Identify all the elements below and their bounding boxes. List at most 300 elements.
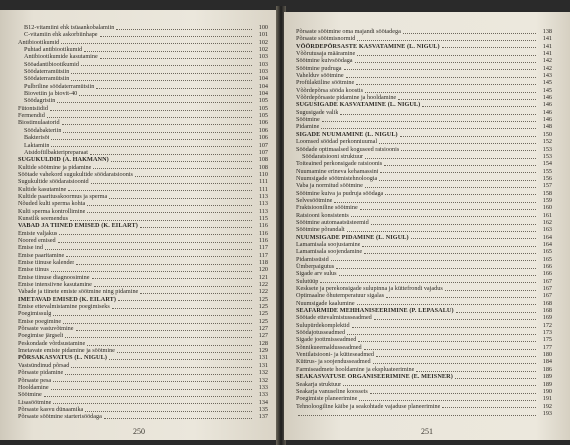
toc-entry-page: 146 <box>542 116 552 124</box>
dot-leader <box>344 68 536 70</box>
toc-entry-page: 193 <box>542 409 552 417</box>
toc-entry <box>296 72 552 79</box>
toc-entry-page: 159 <box>542 196 552 204</box>
dot-leader <box>51 270 252 272</box>
toc-entry <box>18 24 268 31</box>
left-toc-list <box>18 24 268 421</box>
toc-entry <box>18 318 268 325</box>
dot-leader <box>384 164 536 166</box>
dot-leader <box>87 211 252 213</box>
toc-entry <box>296 278 552 285</box>
dot-leader <box>91 182 252 184</box>
dot-leader <box>365 157 536 159</box>
toc-entry-title: Vabade ja tiinete emiste söötmine ning pidamine <box>18 288 139 296</box>
dot-leader <box>321 127 536 129</box>
toc-entry-title: B12-vitamiini ehk tsüaankobalamiin <box>24 24 115 31</box>
toc-entry-title: Imetavate emiste pidamine ja söötmine <box>18 347 115 355</box>
toc-entry-title: Söödabakteriin <box>24 126 62 134</box>
toc-entry <box>18 296 268 303</box>
toc-entry <box>18 75 268 82</box>
toc-entry <box>18 325 268 332</box>
toc-entry-title: Fütontsiidid <box>18 104 48 112</box>
toc-entry <box>296 116 552 123</box>
toc-entry <box>18 200 268 207</box>
toc-entry-title: Söötmine põrandalt <box>296 226 345 234</box>
toc-entry-page: 164 <box>542 240 552 248</box>
right-page-number: 251 <box>421 427 433 436</box>
toc-entry-page: 133 <box>258 391 268 399</box>
toc-entry-page: 105 <box>258 104 268 112</box>
dot-leader <box>100 57 252 59</box>
toc-entry-title: Kunstlik seemendus <box>18 214 69 222</box>
toc-entry-title: Söötade vahekord sugukultide söödaratsioonis <box>18 170 133 178</box>
dot-leader <box>357 303 536 305</box>
toc-entry <box>296 146 552 153</box>
toc-entry <box>18 31 268 38</box>
dot-leader <box>118 299 252 301</box>
toc-entry-page: 186 <box>542 365 552 373</box>
toc-entry-page: 122 <box>258 281 268 289</box>
toc-entry-page: 102 <box>258 38 268 46</box>
dot-leader <box>455 377 536 379</box>
left-page <box>0 10 278 440</box>
dot-leader <box>53 402 252 404</box>
toc-entry-page: 137 <box>258 413 268 421</box>
toc-entry-title: Söötmine automaatsüsteemid <box>296 218 369 226</box>
toc-entry-page: 125 <box>258 310 268 318</box>
toc-entry-title: Nõuded kulti sperma kohta <box>18 200 86 208</box>
toc-entry <box>18 354 268 361</box>
dot-leader <box>398 98 536 100</box>
dot-leader <box>322 120 536 122</box>
toc-entry <box>18 90 268 97</box>
toc-entry <box>296 50 552 57</box>
dot-leader <box>347 333 536 335</box>
toc-entry-title: Emise tiinus <box>18 266 49 274</box>
toc-entry <box>296 403 552 410</box>
toc-entry <box>18 259 268 266</box>
dot-leader <box>351 215 536 217</box>
dot-leader <box>411 237 536 239</box>
toc-entry-title: Emise ind <box>18 244 43 252</box>
toc-entry-page: 132 <box>258 376 268 384</box>
toc-entry-page: 168 <box>542 299 552 307</box>
toc-entry-title: Söötmine <box>18 391 42 399</box>
toc-entry-page: 163 <box>542 226 552 234</box>
dot-leader <box>57 101 252 103</box>
dot-leader <box>96 87 252 89</box>
dot-leader <box>109 358 252 360</box>
toc-entry-title: Toiteained perkonsigade ratsioonis <box>296 160 383 168</box>
dot-leader <box>63 322 252 324</box>
toc-entry-title: Fermendid <box>18 112 45 120</box>
toc-entry <box>18 237 268 244</box>
toc-entry-page: 129 <box>258 347 268 355</box>
toc-entry-title: Emise ettevalmistamine poegimiseks <box>18 303 110 311</box>
toc-entry-page: 111 <box>259 185 268 193</box>
toc-entry-title: Söödaterramütsiin <box>24 68 70 76</box>
dot-leader <box>65 373 252 375</box>
dot-leader <box>364 348 536 350</box>
toc-entry-page: 135 <box>258 405 268 413</box>
toc-entry <box>18 274 268 281</box>
toc-entry-page: 133 <box>258 383 268 391</box>
toc-entry-page: 105 <box>258 112 268 120</box>
toc-entry <box>296 263 552 270</box>
toc-entry-page: 138 <box>542 28 552 35</box>
toc-entry-title: Kulti sperma kontrollimine <box>18 207 86 215</box>
toc-entry <box>18 208 268 215</box>
toc-entry-page: 191 <box>542 395 552 403</box>
dot-leader <box>331 259 536 261</box>
toc-entry-page: 189 <box>542 380 552 388</box>
toc-entry-page: 134 <box>258 398 268 406</box>
toc-entry-title: Atsidofiilbakteripreparaat <box>24 148 88 156</box>
dot-leader <box>44 395 252 397</box>
toc-entry-page: 192 <box>542 402 552 410</box>
toc-entry-page: 116 <box>258 236 268 244</box>
dot-leader <box>117 351 252 353</box>
dot-leader <box>50 109 252 111</box>
toc-entry-page: 154 <box>542 160 552 168</box>
dot-leader <box>370 392 536 394</box>
toc-entry-page: 190 <box>542 387 552 395</box>
toc-entry-title: Küttrus- ja soojendusseadmed <box>296 358 371 366</box>
toc-entry-title: Farmiseadmete hooldamine ja ekspluateerimine <box>296 365 415 373</box>
toc-entry-title: Ventilatsiooni- ja kütteseadmed <box>296 351 375 359</box>
toc-entry-page: 131 <box>258 354 268 362</box>
toc-entry-page: 166 <box>542 270 552 278</box>
toc-entry-title: Söödagrisiin <box>24 97 56 105</box>
dot-leader <box>400 135 536 137</box>
toc-entry-page: 113 <box>258 192 268 200</box>
toc-entry-page: 104 <box>258 75 268 83</box>
toc-entry-page: 189 <box>542 373 552 381</box>
dot-leader <box>379 142 536 144</box>
toc-entry <box>296 285 552 292</box>
toc-entry <box>296 79 552 86</box>
toc-entry-title: Vaba ja normitud söötmine <box>296 182 363 190</box>
toc-entry-title: Põrsaste pesa <box>18 376 52 384</box>
toc-entry-page: 164 <box>542 233 552 241</box>
toc-entry <box>296 65 552 72</box>
toc-entry-page: 121 <box>258 273 268 281</box>
dot-leader <box>79 94 252 96</box>
toc-entry <box>18 97 268 104</box>
dot-leader <box>100 35 252 37</box>
toc-entry <box>18 112 268 119</box>
toc-entry-title: Poegimise järgselt <box>18 332 64 340</box>
toc-entry-page: 150 <box>542 130 552 138</box>
toc-entry-page: 104 <box>258 90 268 98</box>
toc-entry-page: 106 <box>258 134 268 142</box>
toc-entry <box>18 186 268 193</box>
toc-entry-page: 107 <box>258 141 268 149</box>
toc-entry <box>296 109 552 116</box>
toc-entry-page: 155 <box>542 167 552 175</box>
dot-leader <box>320 281 536 283</box>
toc-entry <box>296 395 552 402</box>
dot-leader <box>93 167 252 169</box>
toc-entry-title: Emise tiinuse diagnoosimine <box>18 273 90 281</box>
dot-leader <box>63 131 252 133</box>
dot-leader <box>76 263 252 265</box>
toc-entry-page: 167 <box>542 292 552 300</box>
dot-leader <box>92 277 253 279</box>
toc-entry <box>18 171 268 178</box>
toc-entry <box>296 131 552 138</box>
toc-entry-title: Lamamisala soojustamine <box>296 240 361 248</box>
toc-entry-page: 110 <box>258 170 268 178</box>
toc-entry-title: Põrsaste kasvu dünaamika <box>18 405 84 413</box>
toc-entry <box>296 168 552 175</box>
toc-entry-title: Lisasöötmine <box>18 398 52 406</box>
dot-leader <box>104 417 252 419</box>
toc-entry-title: Bakterisöt <box>24 134 50 142</box>
toc-entry-title: Söötmine <box>296 116 320 124</box>
toc-entry-title: Antibiootikumide kasutamine <box>24 53 98 61</box>
toc-entry-page: 116 <box>258 229 268 237</box>
dot-leader <box>111 160 252 162</box>
left-page-number: 250 <box>133 427 145 436</box>
toc-entry-page: 125 <box>258 295 268 303</box>
dot-leader <box>87 204 252 206</box>
toc-entry-page: 103 <box>258 60 268 68</box>
toc-entry <box>296 373 552 380</box>
dot-leader <box>298 414 536 416</box>
toc-entry-page: 172 <box>542 321 552 329</box>
toc-entry <box>18 340 268 347</box>
toc-entry <box>296 314 552 321</box>
dot-leader <box>340 113 536 115</box>
toc-entry-page: 104 <box>258 82 268 90</box>
toc-entry-page: 120 <box>258 266 268 274</box>
toc-entry-page: 145 <box>542 79 552 87</box>
toc-entry-title: Sööadantibiootikumid <box>24 60 79 68</box>
dot-leader <box>76 329 252 331</box>
toc-entry-title: SUGUKULDID (A. HAKMANN) <box>18 156 109 164</box>
toc-entry-title: Tehnoloogiline käibe ja seakohtade vajaduse planeerimine <box>296 402 441 410</box>
toc-entry-title: Selvesöötmine <box>296 196 333 204</box>
toc-entry <box>296 87 552 94</box>
toc-entry-page: 153 <box>542 145 552 153</box>
dot-leader <box>374 318 536 320</box>
toc-entry <box>18 222 268 229</box>
toc-entry-title: Profülaktiline söötmine <box>296 79 355 87</box>
dot-leader <box>422 105 536 107</box>
toc-entry <box>296 322 552 329</box>
toc-entry <box>296 153 552 160</box>
toc-entry <box>18 384 268 391</box>
toc-entry-page: 153 <box>542 152 552 160</box>
dot-leader <box>71 79 252 81</box>
toc-entry-page: 142 <box>542 57 552 65</box>
toc-entry <box>18 105 268 112</box>
toc-entry <box>18 83 268 90</box>
toc-entry-page: 128 <box>258 339 268 347</box>
dot-leader <box>364 252 536 254</box>
toc-entry-page: 152 <box>542 138 552 146</box>
toc-entry-title: Sulupürdekomplektid <box>296 321 350 329</box>
toc-entry-title: Sõnnikueemaldusseadmed <box>296 343 362 351</box>
toc-entry <box>18 303 268 310</box>
dot-leader <box>376 355 536 357</box>
toc-entry-page: 125 <box>258 303 268 311</box>
toc-entry-title: VABAD JA TIINED EMISED (K. EILART) <box>18 222 138 230</box>
toc-entry <box>18 406 268 413</box>
toc-entry-title: Emiste valjakus <box>18 229 58 237</box>
toc-entry-page: 127 <box>258 325 268 333</box>
toc-entry <box>296 256 552 263</box>
toc-entry <box>296 226 552 233</box>
toc-entry-title: Söödaratsiooni struktuur <box>302 152 364 160</box>
toc-entry-title: Võõrutusaja määramine <box>296 50 356 58</box>
toc-entry-page: 169 <box>542 314 552 322</box>
dot-leader <box>47 116 252 118</box>
toc-entry <box>296 358 552 365</box>
toc-entry-title: Nuumamine erineva kehamassini <box>296 167 379 175</box>
toc-entry <box>296 366 552 373</box>
toc-entry <box>296 300 552 307</box>
toc-entry-title: Söödajotusseadmed <box>296 329 346 337</box>
toc-entry-page: 173 <box>542 329 552 337</box>
toc-entry <box>18 369 268 376</box>
dot-leader <box>380 171 536 173</box>
toc-entry <box>18 119 268 126</box>
toc-entry <box>296 248 552 255</box>
toc-entry-page: 101 <box>258 31 268 39</box>
toc-entry-title: Biovetiin ja biovit-40 <box>24 90 78 98</box>
toc-entry-title: C-vitamiin ehk askorbiinhape <box>24 31 98 39</box>
toc-entry-page: 146 <box>542 108 552 116</box>
toc-entry-page: 106 <box>258 126 268 134</box>
toc-entry <box>296 351 552 358</box>
toc-entry-page: 117 <box>258 251 268 259</box>
toc-entry-title: Ratsiooni konsistents <box>296 211 349 219</box>
toc-entry-page: 141 <box>542 50 552 58</box>
toc-entry-page: 184 <box>542 358 552 366</box>
toc-entry-page: 180 <box>542 351 552 359</box>
toc-entry <box>18 362 268 369</box>
dot-leader <box>85 410 252 412</box>
toc-entry-page: 165 <box>542 248 552 256</box>
toc-entry-title: SUGUSIGADE KASVATAMINE (L. NIGUL) <box>296 101 421 109</box>
toc-entry-page: 157 <box>542 182 552 190</box>
toc-entry <box>296 94 552 101</box>
dot-leader <box>355 61 536 63</box>
toc-entry <box>18 252 268 259</box>
toc-entry <box>18 347 268 354</box>
toc-entry <box>296 336 552 343</box>
toc-entry-page: 165 <box>542 255 552 263</box>
toc-entry-page: 127 <box>258 332 268 340</box>
toc-entry-title: Kultide kasutamine <box>18 185 67 193</box>
toc-entry-page: 141 <box>542 35 552 43</box>
toc-entry <box>18 377 268 384</box>
dot-leader <box>71 72 252 74</box>
toc-entry <box>296 344 552 351</box>
toc-entry-title: Emise intensiivne kasutamine <box>18 281 92 289</box>
toc-entry <box>18 266 268 273</box>
toc-entry-page: 141 <box>542 42 552 50</box>
toc-entry-title: Söödaterramütsiin <box>24 75 70 83</box>
dot-leader <box>445 289 536 291</box>
toc-entry-title: Võõrdepõrsa sööda koostis <box>296 86 364 94</box>
toc-entry-title: Põrsaste pidamine <box>18 369 64 377</box>
toc-entry-title: Nuumsigade söötmistehnoloogia <box>296 174 378 182</box>
dot-leader <box>65 336 252 338</box>
toc-entry-page: 113 <box>258 200 268 208</box>
toc-entry-page: 166 <box>542 263 552 270</box>
dot-leader <box>112 307 252 309</box>
dot-leader <box>94 285 252 287</box>
dot-leader <box>53 314 252 316</box>
dot-leader <box>362 245 536 247</box>
toc-entry-title: Pidamine <box>296 123 320 131</box>
toc-entry <box>18 193 268 200</box>
toc-entry <box>18 134 268 141</box>
dot-leader <box>81 64 252 66</box>
toc-entry-page: 118 <box>258 259 268 266</box>
toc-entry-page: 160 <box>542 204 552 212</box>
toc-entry-title: Sugusigade valik <box>296 108 339 116</box>
toc-entry-title: PÕRSAKASVATUS (L. NIGUL) <box>18 354 107 362</box>
toc-entry-title: Emise paaritamine <box>18 251 65 259</box>
toc-entry <box>18 399 268 406</box>
dot-leader <box>45 248 252 250</box>
toc-entry-title: Vahelduv söötmine <box>296 72 344 80</box>
toc-entry-page: 162 <box>542 218 552 226</box>
dot-leader <box>140 226 252 228</box>
toc-entry-title: Seakarja vanuseline koosseis <box>296 387 368 395</box>
dot-leader <box>68 189 252 191</box>
toc-entry <box>296 175 552 182</box>
toc-entry-page: 168 <box>542 307 552 315</box>
toc-entry-page: 108 <box>258 156 268 164</box>
toc-entry-page: 132 <box>258 369 268 377</box>
toc-entry-page: 105 <box>258 97 268 105</box>
toc-entry-title: Biostimulaatorid <box>18 119 60 127</box>
dot-leader <box>140 292 252 294</box>
dot-leader <box>442 46 536 48</box>
dot-leader <box>339 274 536 276</box>
toc-entry-title: Kultide söötmine ja pidamine <box>18 163 92 171</box>
toc-entry-title: Poegimissulg <box>18 310 52 318</box>
toc-entry-page: 177 <box>542 343 552 351</box>
dot-leader <box>456 311 536 313</box>
toc-entry-page: 103 <box>258 53 268 61</box>
dot-leader <box>66 255 252 257</box>
toc-entry-title: Kesksete ja perekonsigade sulupinna ja küttefrondi vajadus <box>296 285 443 293</box>
toc-entry-title: Laktamiin <box>24 141 50 149</box>
toc-entry <box>18 46 268 53</box>
toc-entry-title: Vastsündinud põrsad <box>18 361 70 369</box>
toc-entry-page: 115 <box>258 214 268 222</box>
toc-entry <box>18 61 268 68</box>
dot-leader <box>358 340 536 342</box>
toc-entry-title: Söötade ettevalmistusseadmed <box>296 314 372 322</box>
toc-entry <box>18 288 268 295</box>
dot-leader <box>352 326 536 328</box>
toc-entry-title: SIGADE NUUMAMINE (L. NIGUL) <box>296 130 398 138</box>
toc-entry <box>18 310 268 317</box>
toc-entry-title: Pulbriline söödaterramütsiin <box>24 82 95 90</box>
dot-leader <box>71 366 252 368</box>
dot-leader <box>53 380 252 382</box>
toc-entry-title: NUUMSIGADE PIDAMINE (L. NIGUL) <box>296 233 409 241</box>
toc-entry <box>296 28 552 35</box>
toc-entry-title: Põrsaste söötmisnormid <box>296 35 356 43</box>
